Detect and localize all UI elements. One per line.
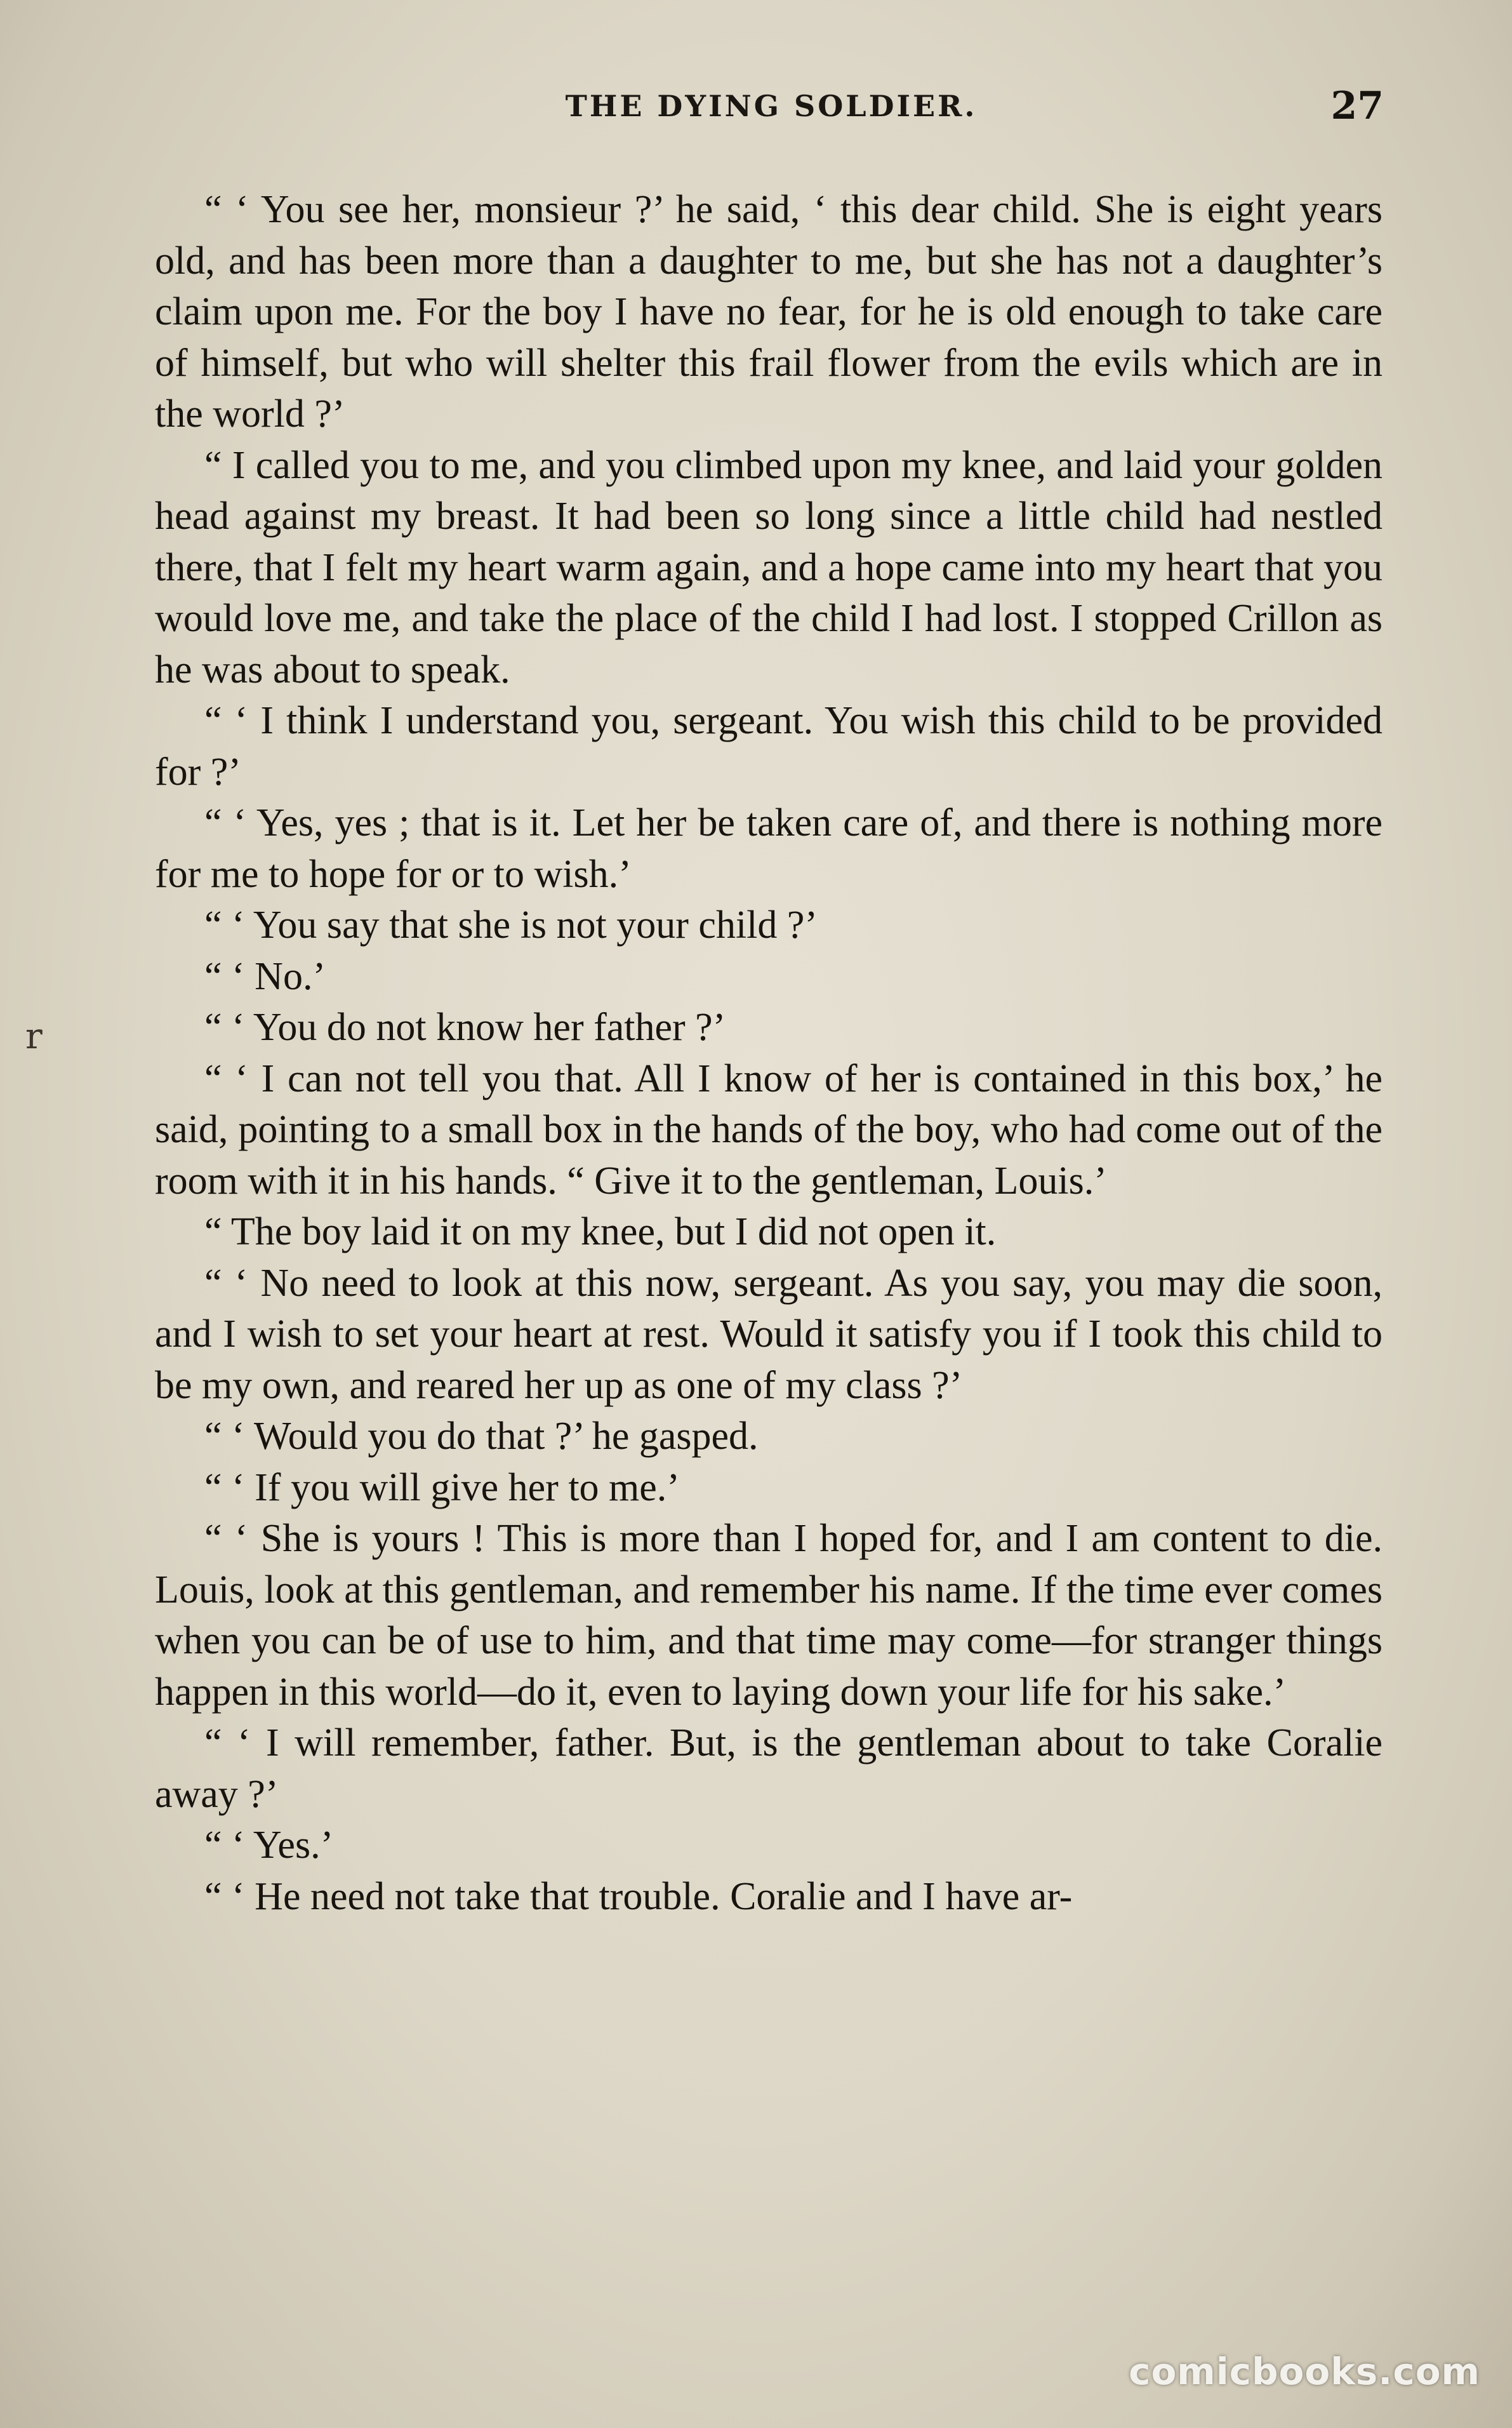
paragraph: “ ‘ You see her, monsieur ?’ he said, ‘ this dear child. She is eight years old, and has been more than a daughter to me, but she has not a daughter’s claim upon me. For the boy I have no fear, for he is old enough to take care of himself, but who will shelter this frail flower from the evils which are in the world ?’: [155, 188, 1383, 436]
page-header: [159, 84, 1384, 140]
margin-mark: r: [25, 1016, 43, 1057]
running-head: THE DYING SOLDIER.: [565, 89, 978, 123]
paragraph: “ ‘ He need not take that trouble. Coralie and I have ar-: [204, 1874, 1073, 1918]
paragraph: “ ‘ Would you do that ?’ he gasped.: [204, 1415, 759, 1458]
paragraph: “ ‘ I can not tell you that. All I know of her is contained in this box,’ he said, pointing to a small box in the hands of the boy, who had come out of the room with it in his hands. “ Give it to the gentleman, Louis.’: [155, 1057, 1383, 1203]
paragraph: “ ‘ I will remember, father. But, is the gentleman about to take Coralie away ?’: [155, 1721, 1383, 1816]
paragraph: “ ‘ No.’: [204, 954, 326, 998]
paragraph: “ ‘ Yes, yes ; that is it. Let her be taken care of, and there is nothing more for me to hope for or to wish.’: [155, 801, 1383, 896]
paragraph: “ ‘ If you will give her to me.’: [204, 1465, 680, 1509]
paragraph: “ The boy laid it on my knee, but I did not open it.: [204, 1210, 997, 1253]
page-number: 27: [1330, 84, 1384, 128]
paragraph: “ ‘ You do not know her father ?’: [204, 1006, 726, 1049]
body-text: [155, 184, 1383, 1922]
site-watermark: comicbooks.com: [1129, 2350, 1480, 2393]
paragraph: “ ‘ She is yours ! This is more than I hoped for, and I am content to die. Louis, look at this gentleman, and remember his name. If the time ever comes when you can be of use to him, and that time may come—for stranger things happen in this world—do it, even to laying down your life for his sake.’: [155, 1517, 1383, 1714]
paragraph: “ I called you to me, and you climbed upon my knee, and laid your golden head against my breast. It had been so long since a little child had nestled there, that I felt my heart warm again, and a hope came into my heart that you would love me, and take the place of the child I had lost. I stopped Crillon as he was about to speak.: [155, 443, 1383, 691]
paragraph: “ ‘ I think I understand you, sergeant. You wish this child to be provided for ?’: [155, 699, 1383, 794]
paragraph: “ ‘ You say that she is not your child ?’: [204, 904, 818, 947]
paragraph: “ ‘ No need to look at this now, sergeant. As you say, you may die soon, and I wish to set your heart at rest. Would it satisfy you if I took this child to be my own, and reared her up as one of my class ?’: [155, 1261, 1383, 1407]
paragraph: “ ‘ Yes.’: [204, 1824, 334, 1867]
